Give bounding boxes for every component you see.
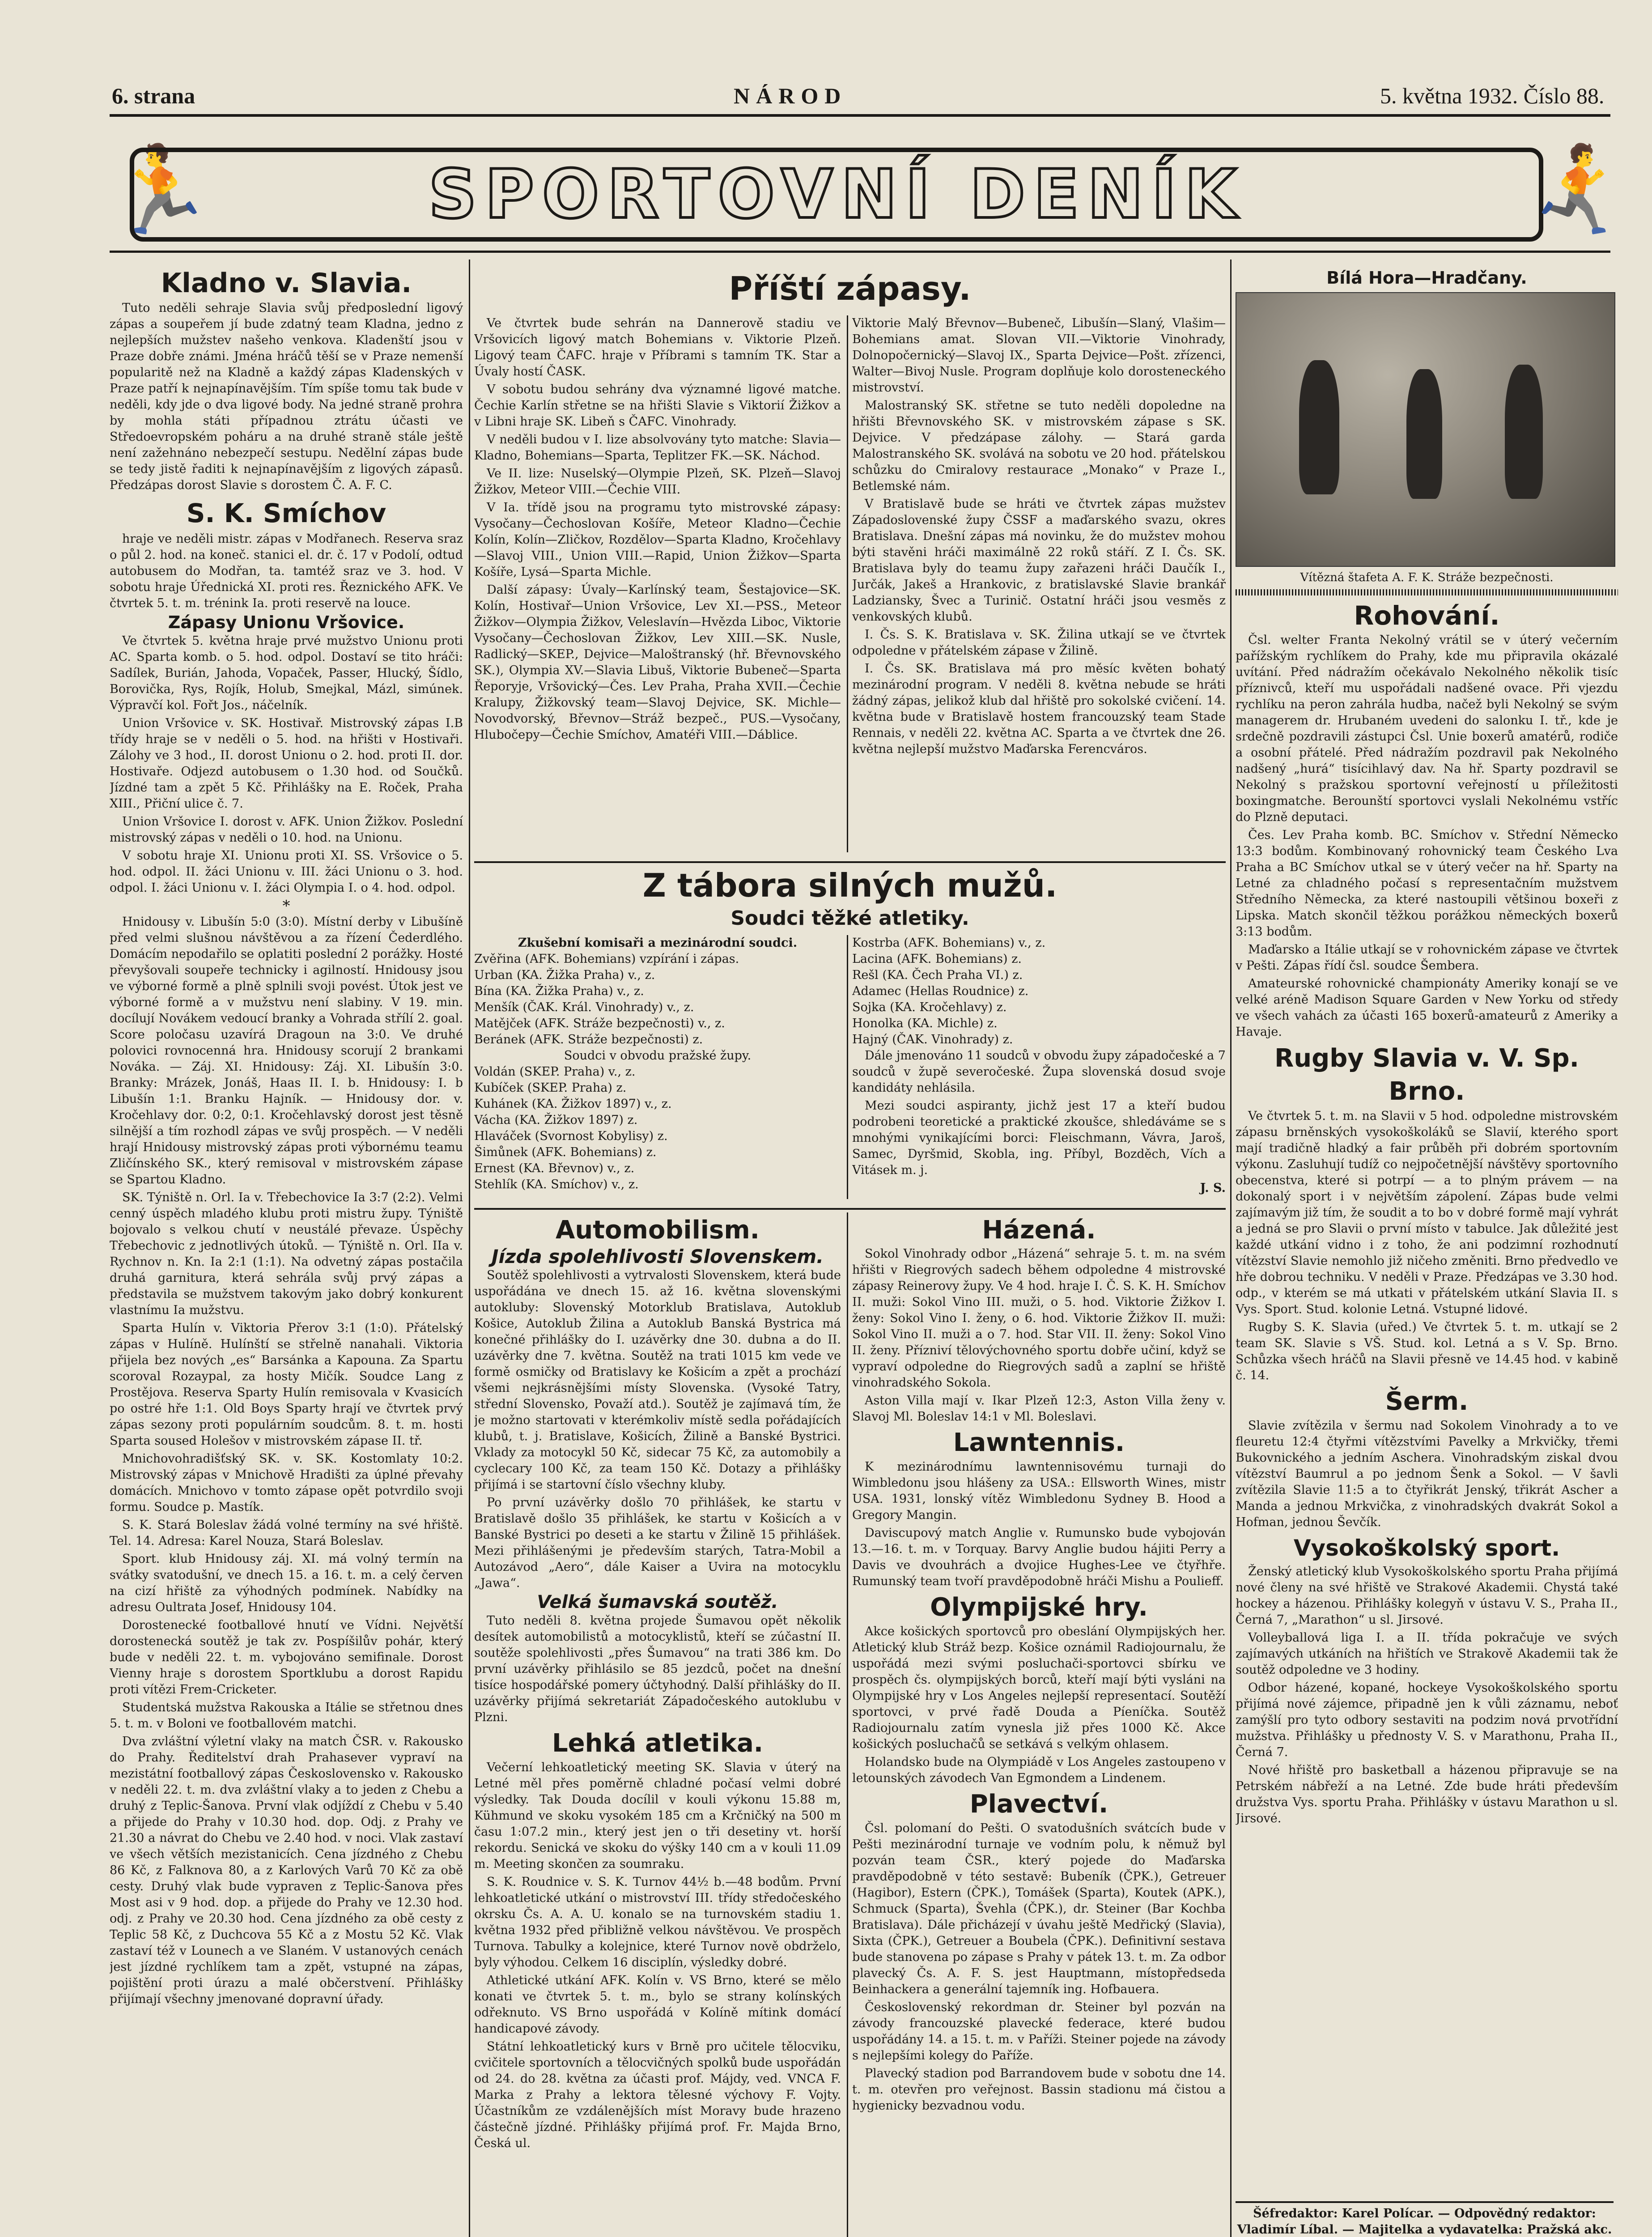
- column-rule: [1230, 259, 1232, 2237]
- judges-right-p1: Dále jmenováno 11 soudců v obvodu župy západočeské a 7 soudců v župě severočeské. Župa slovenská dosud svoje kandidáty nehlásila.: [852, 1049, 1226, 1095]
- atletika-p4: Státní lehkoatletický kurs v Brně pro učitele tělocviku, cvičitele sportovních a tělocvičných spolků bude uspořádán od 24. do 28. května za účasti prof. Májdy, ved. VNCA F. Marka z Prahy a lektora tělesné výchovy F. Vojty. Účastníkům ze vzdálenějších míst Moravy bude hrazeno částečně jízdné. Přihlášky přijímá prof. Fr. Majda Brno, Česká ul.: [474, 2040, 841, 2150]
- judge-entry: Sojka (KA. Kročehlavy) z.: [852, 1000, 1007, 1014]
- judge-entry: Hlaváček (Svornost Kobylisy) z.: [474, 1129, 668, 1143]
- judge-entry: Matějček (AFK. Stráže bezpečnosti) v., z.: [474, 1016, 725, 1030]
- running-figure-left-icon: 🏃: [107, 140, 213, 239]
- runner-figure: [1299, 360, 1339, 494]
- smichov-heading: S. K. Smíchov: [186, 498, 386, 528]
- judge-entry: Vácha (KA. Žižkov 1897) z.: [474, 1113, 638, 1127]
- judge-entry: Honolka (KA. Michle) z.: [852, 1016, 998, 1030]
- sumava-p: Tuto neděli 8. května projede Šumavou opět několik desítek automobilistů a motocyklistů, kteří se zúčastní II. soutěže spolehlivosti „přes Šumavou“ na trati 386 km. Do první uzávěrky přihlásilo se 85 jezdců, počet na dnešní tisíce hospodářské pomery účtyhodný. Další přihlášky do II. uzávěrky přijímá sekretariát Západočeského autoklubu v Plzni.: [474, 1614, 841, 1724]
- stara-boleslav-article: S. K. Stará Boleslav žádá volné termíny na své hřiště. Tel. 14. Adresa: Karel Nouza, Stará Boleslav.: [110, 1518, 463, 1548]
- separator-star: *: [282, 897, 290, 915]
- pristi-p4: Ve II. lize: Nuselský—Olympie Plzeň, SK. Plzeň—Slavoj Žižkov, Meteor VIII.—Čechie VIII.: [474, 467, 841, 497]
- union-article-2: Union Vršovice v. SK. Hostivař. Mistrovský zápas I.B třídy hraje se v neděli o 5. hod. na hřišti v Hostivaři. Zálohy ve 3 hod., II. dorost Unionu o 2. hod. proti II. dor. Hostivaře. Odjezd autobusem o 1.30 hod. od Součků. Jízdné tam a zpět 5 Kč. Přihlášky na E. Roček, Praha XIII., Přiční ulice č. 7.: [110, 716, 463, 811]
- signature: J. S.: [1200, 1181, 1226, 1195]
- runner-figure: [1406, 369, 1442, 499]
- olympic-p1: Akce košických sportovců pro obeslání Olympijských her. Atletický klub Stráž bezp. Košice oznámil Radiojournalu, že uspořádá mezi svými posluchači-sportovci sbírku ve prospěch čs. olympijských borců, kteří mají býti vysláni na Olympijské hry v Los Angeles nejlepší representací. Soutěží sportovci, v prvé řadě Douda a Píeníčka. Soutěž Radiojournalu zatím vynesla již přes 1000 Kč. Akce košických posluchačů se setkává s velkým ohlasem.: [852, 1625, 1226, 1751]
- photo-caption: Vítězná štafeta A. F. K. Stráže bezpečnosti.: [1300, 571, 1554, 584]
- bila-hora-heading: Bílá Hora—Hradčany.: [1326, 268, 1527, 288]
- kladno-article: Tuto neděli sehraje Slavia svůj předposlední ligový zápas a soupeřem jí bude zdatný team Kladna, jedno z nejlepších mužstev našeho venkova. Kladenští jsou v Praze dobře známi. Jména hráčů těší se v Praze nemenší popularitě než na Kladně a každý zápas Kladenských v Praze patří k nejnapínavějším. Tím spíše tomu tak bude v neděli, kdy jde o dva ligové body. Na jedné straně prohra by mohla státi případnou ztrátu účasti ve Středoevropském poháru a na druhé straně stále ještě není zažehnáno nebezpečí sestupu. Nedělní zápas bude se tedy jistě řaditi k nejnapínavějším z ligových zápasů. Předzápas dorost Slavie s dorostem Č. A. F. C.: [110, 301, 463, 492]
- judges-left-subhead: Soudci v obvodu pražské župy.: [564, 1049, 752, 1063]
- judges-left-head: Zkušební komisaři a mezinárodní soudci.: [518, 936, 798, 950]
- judge-entry: Stehlík (KA. Smíchov) v., z.: [474, 1178, 639, 1191]
- auto-subheading: Jízda spolehlivosti Slovenskem.: [491, 1246, 824, 1267]
- col3-p5: I. Čs. SK. Bratislava má pro měsíc květen bohatý mezinárodní program. V neděli 8. května nebude se hráti žádný zápas, jelikož klub dal hřiště pro sokolské cvičení. 14. května bude v Bratislavě hostem francouzský team Stade Rennais, v neděli 22. května AC. Sparta a ve čtvrtek dne 26. května nejlepší mužstvo Maďarska Ferencváros.: [852, 662, 1226, 756]
- hazena-p1: Sokol Vinohrady odbor „Házená“ sehraje 5. t. m. na svém hřišti v Riegrových sadech během odpoledne 4 mistrovské zápasy Reinerovy župy. Ve 4 hod. hraje I. Č. S. K. H. Smíchov II. muži: Sokol Vino III. muži, o 5. hod. Viktorie Žižkov I. ženy: Sokol Vino I. ženy, o 6. hod. Viktorie Žižkov II. muži: Sokol Vino II. muži a o 7. hod. Star VII. II. ženy: Sokol Vino II. ženy. Přízniví tělovýchovného sportu dobře učiní, když se vypraví odpoledne do Riegrových sadů a zaplní se hřiště vinohradského Sokola.: [852, 1247, 1226, 1390]
- judges-left: [474, 935, 841, 1204]
- university-p4: Nové hřiště pro basketball a házenou připravuje se na Petrském nábřeží a na Letné. Zde bude hráti především družstva Vys. sportu Praha. Přihlášky v ústavu Marathon u sl. Jirsové.: [1236, 1763, 1618, 1825]
- smichov-article: hraje ve neděli mistr. zápas v Modřanech. Reserva sraz o půl 2. hod. na koneč. stanici el. dr. č. 17 v Podolí, odtud autobusem do Modřan, ta. tamtéž sraz ve 3. hod. V sobotu hraje Úřednická XI. proti res. Řeznického AFK. Ve čtvrtek 5. t. m. trénink Ia. proti reservě na louce.: [110, 532, 463, 610]
- fencing-p: Slavie zvítězila v šermu nad Sokolem Vinohrady a to ve fleuretu 12:4 čtyřmi vítězstvími Pavelky a Mrkvičky, třemi Bukovnického a jedním Aschera. Vinohradským ziskal dvou vítězství Baumrul a po jednom Šenk a Sokol. — V šavli zvítězila Slavie 11:5 a to čtyřikrát Jenský, třikrát Ascher a Manda a jednou Mrkvička, z vinohradských dvakrát Sokol a Hofman, jednou Ševčík.: [1236, 1419, 1618, 1529]
- judge-entry: Šimůnek (AFK. Bohemians) z.: [474, 1145, 657, 1159]
- boxing-p2: Čes. Lev Praha komb. BC. Smíchov v. Střední Německo 13:3 bodům. Kombinovaný rohovnický team Českého Lva Praha a BC Smíchov utkal se v úterý večer na hř. Sparty na Letné za chladného počasí s representačním mužstvem Středního Německa, za které nastoupili většinou boxeři z Lipska. Match skončil těžkou porážkou německých boxerů 3:13 bodům.: [1236, 828, 1618, 939]
- swimming-p2: Československý rekordman dr. Steiner byl pozván na závody francouzské plavecké federace, které budou uspořádány 14. a 15. t. m. v Paříži. Steiner pojede na závody s nejlepšími kolegy do Paříže.: [852, 2000, 1226, 2063]
- boxing-p1: Čsl. welter Franta Nekolný vrátil se v úterý večerním pařížským rychlíkem do Prahy, kde mu připravila okázalé uvítání. Před nádražím očekávalo Nekolného několik tisíc příznivců, kteří mu uspořádali nadšené ovace. Při vjezdu rychlíku na peron zahrála hudba, načež byli Nekolný se svým managerem dr. Hrubaném uvedeni do salonku I. tř., kde je srdečně pozdravili zástupci Čsl. Unie boxerů amatérů, rodiče a osobní přátelé. Před nádražím pozdravil pak Nekolného nadšený „hurá“ tisícihlavý dav. Na hř. Sparty pozdravil se Nekolný s pražskou sportovní veřejností u příležitosti boxingmatche. Berounští sportovci vyslali Nekolnému vstříc do Plzně deputaci.: [1236, 633, 1618, 824]
- swimming-p1: Čsl. polomaní do Pešti. O svatodušních svátcích bude v Pešti mezinárodní turnaje ve vodním polu, k němuž byl pozván team ČSR., který pojede do Maďarska pravděpodobně v této sestavě: Bubeník (ČPK.), Getreuer (Hagibor), Estern (ČPK.), Tomášek (Sparta), Koutek (APK.), Schmuck (Sparta), Švehla (ČPK.), dr. Steiner (Bar Kochba Bratislava). Dále přicházejí v úvahu ještě Medřický (Slavia), Sixta (ČPK.), Getreuer a Boubela (ČPK.). Definitivní sestava bude stanovena po zápase s Prahy v pátek 13. t. m. Za odbor plavecký Čs. A. F. S. jest Hauptmann, místopředseda Beinhackera a generální tajemník ing. Hofbauera.: [852, 1821, 1226, 1996]
- decorative-rule: [1236, 589, 1618, 595]
- section-rule: [474, 1208, 1226, 1210]
- section-rule: [474, 861, 1226, 863]
- judge-entry: Lacina (AFK. Bohemians) z.: [852, 952, 1022, 966]
- rugby-p2: Rugby S. K. Slavia (uřed.) Ve čtvrtek 5. t. m. utkají se 2 team SK. Slavie s VŠ. Stud. kol. Letná a s V. Sp. Brno. Schůzka všech hráčů na Slavii přesně ve 14.45 hod. v kabině č. 14.: [1236, 1320, 1618, 1382]
- page-number: 6. strana: [112, 83, 195, 108]
- atletika-p2: S. K. Roudnice v. S. K. Turnov 44½ b.—48 bodům. První lehkoatletické utkání o mistrovství III. třídy středočeského okrsku Čs. A. A. U. konalo se na turnovském stadiu 1. května 1932 před přibližně velkou návštěvou. Ve prospěch Turnova. Tabulky a kolejnice, které Turnov nově obdrželo, byly výhodou. Celkem 16 disciplín, výsledky dobré.: [474, 1875, 841, 1969]
- rugby-p1: Ve čtvrtek 5. t. m. na Slavii v 5 hod. odpoledne mistrovském zápasu brněnských vysokoškoláků se Slavií, kterého sport mají tradičně hladký a fair průběh při dobrém sportovním výkonu. Zasluhují tudíž co nejpočetnější návštěvy sportovního obecenstva, které si potrpí — a to plným právem — na dokonalý sport i v největším zápolení. Zápas bude velmi zajímavým již tím, že soudit a to bo v dobré formě mají vyhrát a jedná se pro Slavii o první místo v tabulce. Jak důležité jest každé utkání vidno i z toho, že ani podzimní rozhodnutí vítězství Slavie nemohlo již ničeho změniti. Brno předvedlo ve hře dobrou techniku. V neděli v Praze. Předzápas ve 3.30 hod. odp., v kterém se má utkati v přátelském utkání Slavia II. s Vys. Sport. Stud. kolonie Letná. Vstupné lidové.: [1236, 1109, 1618, 1316]
- hazena-column: [852, 1215, 1226, 2237]
- union-heading: Zápasy Unionu Vršovice.: [168, 612, 405, 632]
- university-p1: Ženský atletický klub Vysokoškolského sportu Praha přijímá nové členy na své hřiště ve Strakové Akademii. Chystá také hockey a házenou. Přihlášky kolegyň v ústavu V. S., Praha II., Černá 7, „Marathon“ u sl. Jirsové.: [1236, 1565, 1618, 1627]
- olympic-heading: Olympijské hry.: [930, 1593, 1148, 1622]
- union-article-3: Union Vršovice I. dorost v. AFK. Union Žižkov. Poslední mistrovský zápas v neděli o 10. hod. na Unionu.: [110, 815, 463, 845]
- university-sport-heading: Vysokoškolský sport.: [1293, 1535, 1560, 1561]
- issue-date: 5. května 1932. Číslo 88.: [1380, 83, 1605, 108]
- fencing-heading: Šerm.: [1385, 1387, 1469, 1416]
- running-figure-right-icon: 🏃: [1525, 140, 1631, 239]
- union-article-1: Ve čtvrtek 5. května hraje prvé mužstvo Unionu proti AC. Sparta komb. o 5. hod. odpol. Dostaví se tito hráči: Sadílek, Burián, Jahoda, Vopaček, Passer, Hlucký, Šídlo, Borovička, Rys, Rojík, Holub, Smejkal, Mázl, simúnek. Výpravčí kol. Fořt Jos., náčelník.: [110, 634, 463, 712]
- relay-runners-photo: [1236, 292, 1615, 567]
- judge-entry: Adamec (Hellas Roudnice) z.: [852, 984, 1029, 998]
- judge-entry: Menšík (ČAK. Král. Vinohrady) v., z.: [474, 1000, 694, 1014]
- silnych-subheading: Soudci těžké atletiky.: [730, 907, 969, 930]
- boxing-heading: Rohování.: [1354, 600, 1500, 631]
- impressum-rule: [1236, 2201, 1614, 2203]
- column-3: [852, 315, 1226, 857]
- hazena-heading: Házená.: [982, 1216, 1096, 1245]
- judge-entry: Kostrba (AFK. Bohemians) v., z.: [852, 936, 1046, 950]
- pristi-p6: Další zápasy: Úvaly—Karlínský team, Šestajovice—SK. Kolín, Hostivař—Union Vršovice, Lev XI.—PSS., Meteor Žižkov—Olympia Žižkov, Veleslavín—Hvězda Liboc, Viktorie Vysočany—Čechoslovan Žižkov, Lev XIII.—SK. Nusle, Radlický—SKEP., Dejvice—Maloštranský (hř. Břevnovského SK.), Olympia XV.—Slavia Libuš, Viktorie Bubeneč—Sparta Řeporyje, Vršovický—Čes. Lev Praha, Praha XVII.—Čechie Kralupy, Žižkovský team—Slavoj Dejvice, SK. Michle—Novodvorský, Břevnov—Stráž bezpeč., PUS.—Vysočany, Hlubočepy—Čechie Smíchov, Amatéři VIII.—Dáblice.: [474, 583, 841, 742]
- university-p3: Odbor házené, kopané, hockeye Vysokoškolského sportu přijímá nové zájemce, připadně jen k vůli záznamu, neboť zamýšlí pro tyto odbory sestaviti na podzim nová prvotřídní mužstva. Přihlášky u přednosty V. S. v Marathonu, Praha II., Černá 7.: [1236, 1681, 1618, 1759]
- runner-figure: [1505, 365, 1543, 499]
- pristi-p3: V neděli budou v I. lize absolvovány tyto matche: Slavia—Kladno, Bohemians—Sparta, Teplitzer FK.—SK. Náchod.: [474, 433, 841, 463]
- trains-article: Dva zvláštní výletní vlaky na match ČSR. v. Rakousko do Prahy. Ředitelství drah Prahasever vypraví na mezistátní footballový zápas Československo v. Rakousko v neděli 22. t. m. dva zvláštní vlaky a to jeden z Chebu a druhý z Teplic-Šanova. První vlak odjíždí z Chebu v 5.40 a přijede do Prahy v 10.30 hod. dop. Odj. z Prahy ve 21.30 a návrat do Chebu ve 2.40 hod. v noci. Vlak zastaví ve všech větších mezistanicích. Cena jízdného z Chebu 86 Kč, z Falknova 80, a z Karlových Varů 70 Kč za obě cesty. Druhý vlak bude vypraven z Teplic-Šanova přes Most asi v 9 hod. dop. a přijede do Prahy ve 12.30 hod. odj. z Prahy ve 20.30 hod. Cena jízdného za obě cesty z Teplic 58 Kč, z Duchcova 55 Kč a z Mostu 52 Kč. Vlak zastaví též v Lounech a ve Slaném. V ustanových cenách jest jízdné rychlíkem tam a zpět, vstupné na zápas, pojištění proti úrazu a malé občerstvení. Přihlášky přijímají všechny jmenované dopravní úřady.: [110, 1735, 463, 2006]
- swimming-heading: Plavectví.: [969, 1790, 1108, 1819]
- judge-entry: Rešl (KA. Čech Praha VI.) z.: [852, 968, 1023, 982]
- judge-entry: Kubíček (SKEP. Praha) z.: [474, 1081, 627, 1095]
- pristi-p1: Ve čtvrtek bude sehrán na Dannerově stadiu ve Vršovicích ligový match Bohemians v. Viktorie Plzeň. Ligový team ČAFC. hraje v Příbrami s tamním TK. Star a Úvaly hostí ČASK.: [474, 316, 841, 379]
- auto-p1: Soutěž spolehlivosti a vytrvalosti Slovenskem, která bude uspořádána ve dnech 15. až 16. května slovenskými autokluby: Slovenský Motorklub Bratislava, Autoklub Košice, Autoklub Žilina a Autoklub Banská Bystrica má konečné přihlášky do I. uzávěrky dne 30. dubna a do II. uzávěrky dne 7. května. Soutěž na trati 1015 km vede ve formě osmičky od Bratislavy ke Košicím a zpět a prochází všemi nejkrásnějšími místy Slovenska. (Vysoké Tatry, střední Slovensko, Považí atd.). Soutěž je zajímavá tím, že je možno startovati v kterémkoliv místě sedla pořádajících klubů, t. j. Bratislave, Košicích, Žilině a Banské Bystrici. Vklady za motocykl 50 Kč, sidecar 75 Kč, za automobily a cyclecary 100 Kč, za team 150 Kč. Dotazy a přihlášky přijímá i se startovní číslo všechny kluby.: [474, 1268, 841, 1492]
- col3-p3: V Bratislavě bude se hráti ve čtvrtek zápas mužstev Západoslovenské župy ČSSF a maďarského svazu, okres Bratislava. Dnešní zápas má novinku, že do mužstev mohou býti stavěni hráči maximálně 22 roků stáří. Z I. Čs. SK. Bratislava byly do teamu župy zařazeni hráči Daučík I., Jurčák, Jakeš a Hrankovic, z bratislavské Slavie brankář Ladziansky, Švec a Turinič. Ostatní hráči jsou vesměs z venkovských klubů.: [852, 497, 1226, 624]
- lawntennis-p2: Daviscupový match Anglie v. Rumunsko bude vybojován 13.—16. t. m. v Torquay. Barvy Anglie budou hájiti Perry a Davis ve dvouhrách a dvojice Hughes-Lee ve čtyřhře. Rumunský team tvoří pravděpodobně hráči Mishu a Poulieff.: [852, 1526, 1226, 1588]
- masthead-banner: [130, 148, 1543, 242]
- masthead-title: SPORTOVNÍ DENÍK: [428, 156, 1245, 234]
- pristi-p5: V Ia. třídě jsou na programu tyto mistrovské zápasy: Vysočany—Čechoslovan Košíře, Meteor Kladno—Čechie Kolín, Kolín—Zličkov, Rozdělov—Sparta Kladno, Kročehlavy—Slavoj VIII., Union VIII.—Rapid, Union Žižkov—Sparta Košíře, Lysá—Sparta Michle.: [474, 501, 841, 579]
- hnidousy-article: Sport. klub Hnidousy záj. XI. má volný termín na svátky svatodušní, ve dnech 15. a 16. t. m. a celý červen na cizí hřiště za výhodných podmínek. Nabídky na adresu Oultrata Josef, Hnidousy 104.: [110, 1552, 463, 1614]
- libusin-article: Hnidousy v. Libušín 5:0 (3:0). Místní derby v Libušíně před velmi slušnou návštěvou a za řízení Čederdlého. Domácím nepodařilo se oplatiti poslední 2 porážky. Hosté převyšovali soupeře technicky i agilností. Hnidousy jsou ve výborné formě a plně splnili svoji povést. Útok jest ve výborné formě a v mužstvu není slabiny. V 19. min. docílují Novákem vedoucí branky a Vohrada střílí 2. goal. Score poločasu uzavírá Dragoun na 3:0. Ve druhé polovici rovnocenná hra. Hnidousy scorují 2 brankami Nováka. — Záj. XI. Hnidousy: Záj. XI. Libušín 3:0. Branky: Mrázek, Jonáš, Haas II. I. b. Hnidousy: I. b Libušín 1:1. Branku Hajník. — Hnidousy dor. v. Kročehlavy dor. 0:2, 0:1. Kročehlavský dorost jest těsně silnější a tím rozhodl zápas ve svůj prospěch. — V neděli hrají Hnidousy mistrovský zápas proti výbornému teamu Zličínského SK., který remisoval v mistrovském zápase se Spartou Kladno.: [110, 915, 463, 1187]
- auto-p2: Po první uzávěrky došlo 70 přihlášek, ke startu v Bratislavě došlo 35 přihlášek, ke startu v Košicích a v Banské Bystrici po deseti a ke startu v Žilině 15 přihlášek. Mezi přihlášenými je především starých, Tatra-Mobil a Autozávod „Aero“, dále Kaiser a Uvira na motocyklu „Jawa“.: [474, 1496, 841, 1590]
- column-6: [1236, 266, 1618, 2237]
- judges-right-p2: Mezi soudci aspiranty, jichž jest 17 a kteří budou podrobeni teoretické a praktické zkoušce, shledáváme se s mnohými vynikajícími borci: Fleischmann, Vávra, Jaroš, Samec, Dyršmid, Skobla, ing. Příbyl, Bozděch, Vích a Vitásek m. j.: [852, 1099, 1226, 1177]
- hazena-p2: Aston Villa mají v. Ikar Plzeň 12:3, Aston Villa ženy v. Slavoj Ml. Boleslav 14:1 v Ml. Boleslavi.: [852, 1394, 1226, 1424]
- column-rule: [847, 315, 848, 852]
- judge-entry: Hajný (ČAK. Vinohrady) z.: [852, 1033, 1013, 1046]
- lawntennis-p1: K mezinárodnímu lawntennisovému turnaji do Wimbledonu jsou hlášeny za USA.: Ellsworth Wines, mistr USA. 1931, lonský vítěz Wimbledonu Sydney B. Hood a Gregory Mangin.: [852, 1460, 1226, 1522]
- judge-entry: Kuhánek (KA. Žižkov 1897) v., z.: [474, 1097, 672, 1111]
- column-rule: [847, 935, 848, 1199]
- column-1: [110, 266, 463, 2237]
- col3-p2: Malostranský SK. střetne se tuto neděli dopoledne na hřišti Břevnovského SK. v mistrovském zápase s SK. Dejvice. V předzápase zálohy. — Stará garda Malostranského SK. svolává na sobotu ve 20 hod. přátelskou schůzku do Cmiralovy restaurace „Monako“ v Praze I., Betlemské nám.: [852, 399, 1226, 493]
- judge-entry: Bína (KA. Žižka Praha) v., z.: [474, 984, 644, 998]
- judge-entry: Zvěřina (AFK. Bohemians) vzpírání i zápas.: [474, 952, 739, 966]
- mnichovo-article: Mnichovohradišťský SK. v. SK. Kostomlaty 10:2. Mistrovský zápas v Mnichově Hradišti za úplné převahy domácích. Mnichovo v tomto zápase opět potvrdilo svoji formu. Soudce p. Mastík.: [110, 1452, 463, 1514]
- judge-entry: Ernest (KA. Břevnov) v., z.: [474, 1161, 635, 1175]
- impressum: Šéfredaktor: Karel Polícar. — Odpovědný redaktor: Vladimír Líbal. — Majitelka a vydavatelka: Pražská akc.: [1237, 2207, 1612, 2237]
- judges-right: [852, 935, 1226, 1204]
- col3-p4: I. Čs. S. K. Bratislava v. SK. Žilina utkají se ve čtvrtek odpoledne v přátelském zápase v Žilině.: [852, 628, 1226, 658]
- newspaper-name: NÁROD: [734, 83, 847, 108]
- olympic-p2: Holandsko bude na Olympiádě v Los Angeles zastoupeno v letounských závodech Van Egmondem a Lindenem.: [852, 1755, 1226, 1785]
- pristi-zapasy-heading: Příští zápasy.: [729, 270, 971, 307]
- column-rule: [469, 259, 470, 2237]
- lawntennis-heading: Lawntennis.: [953, 1428, 1125, 1457]
- union-article-4: V sobotu hraje XI. Unionu proti XI. SS. Vršovice o 5. hod. odpol. II. žáci Unionu v. III. žáci Unionu o 3. hod. odpol. I. žáci Unionu v. I. žáci Olympia I. o 4. hod. odpol.: [110, 849, 463, 895]
- sparta-hulin-article: Sparta Hulín v. Viktoria Přerov 3:1 (1:0). Přátelský zápas v Hulíně. Hulínští se střelně nanahali. Viktoria přijela bez nových „es“ Barsánka a Kapouna. Za Spartu scoroval Rozaypal, za hosty Mičík. Soudce Lang z Prostějova. Reserva Sparty Hulín remisovala v Kvasicích po ostré hře 1:1. Old Boys Sparty hrají ve čtvrtek prvý zápas sezony proti populárním soudcům. 8. t. m. hosti Sparta soused Holešov v mistrovském zápase II. tř.: [110, 1321, 463, 1448]
- swimming-p3: Plavecký stadion pod Barrandovem bude v sobotu dne 14. t. m. otevřen pro veřejnost. Bassin stadionu má čistou a hygienicky bezvadnou vodu.: [852, 2067, 1226, 2113]
- column-2: [474, 315, 841, 857]
- tyniste-article: SK. Týniště n. Orl. Ia v. Třebechovice Ia 3:7 (2:2). Velmi cenný úspěch mladého klubu proti mistru župy. Týniště bojovalo s velkou chutí v neustálé převaze. Úspěchy Třebechovic z jednotlivých útoků. — Týniště n. Orl. IIa v. Rychnov n. Kn. Ia 2:1 (1:1). Na odvetný zápas postačila druhá garnitura, která sehrála svůj prvý zápas a představila se mužstvem takovým jako dobrý konkurent vlastnímu Ia mužstvu.: [110, 1191, 463, 1317]
- atletika-p1: Večerní lehkoatletický meeting SK. Slavia v úterý na Letné měl přes poměrně chladné počasí velmi dobré výsledky. Tak Douda docílil v kouli výkonu 15.88 m, Kühmund ve skoku vysokém 185 cm a Krčničký na 500 m času 1:07.2 min., který jest jen o tři desetiny vt. horší rekordu. Senická ve skoku do výšky 140 cm a v kouli 11.09 m. Meeting skončen za soumraku.: [474, 1761, 841, 1871]
- sumava-heading: Velká šumavská soutěž.: [537, 1592, 778, 1612]
- masthead-rule: [110, 251, 1610, 253]
- judge-entry: Beránek (AFK. Stráže bezpečnosti) z.: [474, 1033, 703, 1046]
- atletika-heading: Lehká atletika.: [552, 1729, 764, 1758]
- pristi-p2: V sobotu budou sehrány dva významné ligové matche. Čechie Karlín střetne se na hřišti Slavie s Viktorií Žižkov a v Libni hraje SK. Libeň s ČAFC. Vinohrady.: [474, 383, 841, 429]
- rugby-heading: Rugby Slavia v. V. Sp. Brno.: [1274, 1044, 1579, 1106]
- judge-entry: Voldán (SKEP. Praha) v., z.: [474, 1065, 636, 1079]
- column-rule: [847, 1212, 848, 2237]
- atletika-p3: Athletické utkání AFK. Kolín v. VS Brno, které se mělo konati ve čtvrtek 5. t. m., bylo se strany kolínských odřeknuto. VS Brno uspořádá v Kolíně mítink domácí handicapové závody.: [474, 1973, 841, 2036]
- judge-entry: Urban (KA. Žižka Praha) v., z.: [474, 968, 655, 982]
- student-teams-article: Studentská mužstva Rakouska a Itálie se střetnou dnes 5. t. m. v Boloni ve footballovém matchi.: [110, 1701, 463, 1731]
- col3-p1: Viktorie Malý Břevnov—Bubeneč, Libušín—Slaný, Vlašim—Bohemians amat. Slovan VII.—Viktorie Vinohrady, Dolnopočernický—Slavoj IX., Sparta Dejvice—Pošt. zřízenci, Walter—Bivoj Nusle. Program doplňuje kolo dorosteneckého mistrovství.: [852, 316, 1226, 395]
- silnych-heading: Z tábora silných mužů.: [642, 867, 1057, 904]
- auto-atletika-column: [474, 1215, 841, 2237]
- kladno-heading: Kladno v. Slavia.: [161, 268, 412, 299]
- university-p2: Volleyballová liga I. a II. třída pokračuje ve svých zajímavých utkáních na hřištích ve Strakově Akademii tak že soutěž odpoledne ve 3 hodiny.: [1236, 1631, 1618, 1677]
- boxing-p3: Maďarsko a Itálie utkají se v rohovnickém zápase ve čtvrtek v Pešti. Zápas řídí čsl. soudce Šembera.: [1236, 943, 1618, 973]
- boxing-p4: Amateurské rohovnické championáty Ameriky konají se ve velké aréně Madison Square Garden v New Yorku od středy ve všech vahách za účasti 165 boxerů-amateurů z Ameriky a Havaje.: [1236, 977, 1618, 1039]
- header-rule: [110, 114, 1610, 117]
- auto-heading: Automobilism.: [556, 1216, 760, 1245]
- vienna-youth-article: Dorostenecké footballové hnutí ve Vídni. Největší dorostenecká soutěž je tak zv. Pospíšilův pohár, který bude v neděli 22. t. m. vybojováno semifinale. Dorost Vienny hraje s dorostem Sportklubu a dorost Rapidu proti vítězi Frem-Cricketer.: [110, 1618, 463, 1697]
